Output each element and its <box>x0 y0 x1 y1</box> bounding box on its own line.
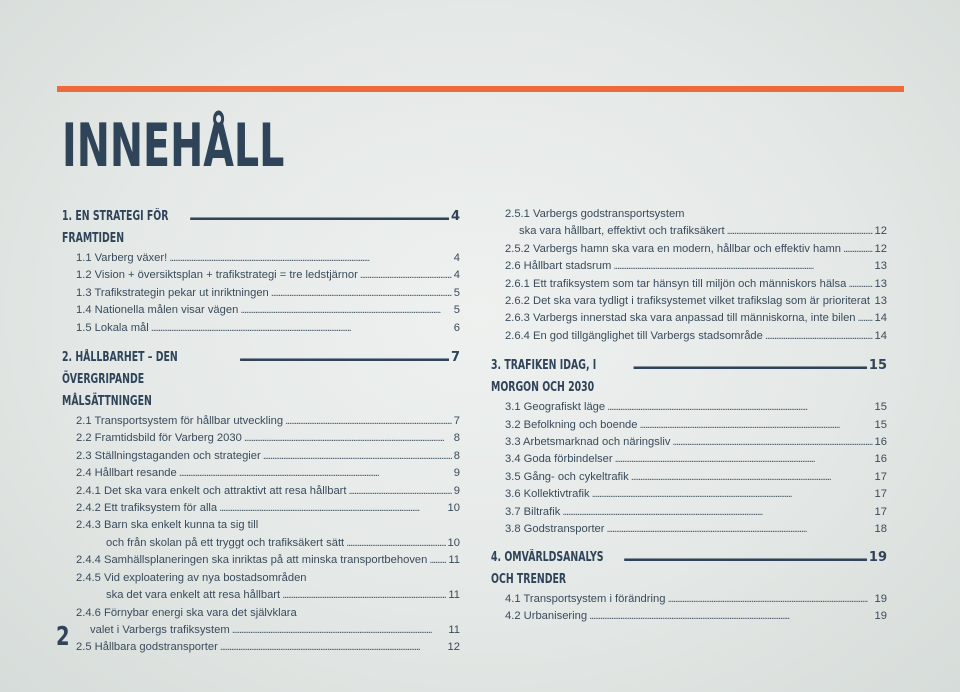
entry-page: 8 <box>453 432 460 445</box>
dot-leader <box>632 355 867 377</box>
entry-page: 11 <box>448 589 460 602</box>
entry-title: 2.4.1 Det ska vara enkelt och attraktivt att resa hållbart <box>76 484 347 497</box>
entry-page: 14 <box>874 312 887 325</box>
entry-title: och från skolan på ett tryggt och trafiksäkert sätt <box>106 536 345 549</box>
entry-title: 3.6 Kollektivtrafik <box>505 488 590 501</box>
entry-page: 11 <box>448 554 460 567</box>
toc-entry[interactable] <box>62 483 460 500</box>
toc-entry-line: 2.4.6 Förnybar energi ska vara det självklara <box>76 606 297 619</box>
entry-page: 13 <box>874 260 887 273</box>
dot-leader <box>220 639 446 656</box>
toc-entry[interactable] <box>62 500 460 517</box>
entry-page: 14 <box>874 329 887 342</box>
entry-page: 12 <box>874 225 887 238</box>
dot-leader <box>623 547 867 569</box>
dot-leader <box>640 417 873 434</box>
entry-title: 3.5 Gång- och cykeltrafik <box>505 470 629 483</box>
top-accent-bar <box>57 86 904 92</box>
chapter-page: 4 <box>450 209 460 224</box>
entry-title: ska vara hållbart, effektivt och trafiksäkert <box>519 225 725 238</box>
toc-entry[interactable] <box>62 639 460 656</box>
dot-leader <box>613 258 872 275</box>
toc-entry[interactable] <box>491 486 887 503</box>
entry-page: 5 <box>453 286 460 299</box>
entry-title: 3.2 Befolkning och boende <box>505 418 638 431</box>
entry-page: 17 <box>874 488 887 501</box>
entry-title: 2.6.2 Det ska vara tydligt i trafiksystemet vilket trafikslag som är prioriterat <box>505 295 870 308</box>
entry-title: 1.1 Varberg växer! <box>76 252 168 264</box>
entry-page: 5 <box>453 304 460 317</box>
dot-leader <box>179 465 452 482</box>
dot-leader <box>562 504 872 521</box>
entry-page: 12 <box>447 641 460 654</box>
toc-entry[interactable] <box>62 302 460 319</box>
toc-entry[interactable] <box>491 293 887 310</box>
page-title: INNEHÅLL <box>62 111 285 181</box>
dot-leader <box>282 587 446 604</box>
entry-page: 9 <box>453 467 460 480</box>
entry-page: 12 <box>874 242 887 255</box>
toc-entry-line: 2.4.3 Barn ska enkelt kunna ta sig till <box>76 519 259 532</box>
entry-page: 13 <box>874 295 887 308</box>
dot-leader <box>765 328 873 345</box>
page-number: 2 <box>56 622 70 652</box>
toc-entry[interactable] <box>62 622 460 639</box>
toc-entry[interactable] <box>491 434 887 451</box>
toc-entry[interactable] <box>491 258 887 275</box>
dot-leader <box>285 413 452 430</box>
dot-leader <box>240 302 451 319</box>
entry-title: 4.2 Urbanisering <box>505 609 588 622</box>
toc-entry[interactable] <box>62 267 460 284</box>
entry-page: 4 <box>453 269 460 282</box>
chapter-page: 19 <box>868 549 887 565</box>
entry-page: 4 <box>453 252 460 264</box>
dot-leader <box>271 285 452 302</box>
dot-leader <box>615 451 873 468</box>
entry-title: 2.2 Framtidsbild för Varberg 2030 <box>76 432 242 445</box>
entry-title: 2.4 Hållbart resande <box>76 467 177 480</box>
toc-chapter-heading[interactable] <box>62 206 460 250</box>
entry-title: valet i Varbergs trafiksystem <box>90 623 230 636</box>
toc-entry[interactable] <box>491 310 887 327</box>
entry-title: 2.5.2 Varbergs hamn ska vara en modern, hållbar och effektiv hamn <box>505 242 842 255</box>
dot-leader <box>858 310 873 327</box>
toc-chapter-heading[interactable] <box>62 347 460 413</box>
entry-page: 7 <box>453 415 460 428</box>
entry-title: 3.8 Godstransporter <box>505 523 605 536</box>
entry-page: 19 <box>874 592 887 605</box>
entry-title: 2.6 Hållbart stadsrum <box>505 260 612 273</box>
toc-entry[interactable] <box>491 417 887 434</box>
dot-leader <box>589 608 872 625</box>
dot-leader <box>263 448 452 465</box>
entry-page: 19 <box>874 609 887 622</box>
toc-entry[interactable] <box>491 276 887 293</box>
entry-title: 3.3 Arbetsmarknad och näringsliv <box>505 436 671 449</box>
entry-title: 1.2 Vision + översiktsplan + trafikstrategi = tre ledstjärnor <box>76 269 358 282</box>
chapter-page: 7 <box>450 350 460 366</box>
toc-entry[interactable] <box>491 591 887 608</box>
toc-entry[interactable] <box>62 587 460 604</box>
entry-title: 1.3 Trafikstrategin pekar ut inriktningen <box>76 286 269 299</box>
entry-title: 1.5 Lokala mål <box>76 321 149 334</box>
toc-entry[interactable] <box>62 535 460 552</box>
toc-entry[interactable] <box>62 250 460 267</box>
toc-entry[interactable] <box>491 241 887 258</box>
dot-leader <box>429 552 446 569</box>
entry-title: 2.6.1 Ett trafiksystem som tar hänsyn till miljön och människors hälsa <box>505 277 847 290</box>
entry-title: 1.4 Nationella målen visar vägen <box>76 304 239 317</box>
dot-leader <box>872 293 873 310</box>
entry-page: 15 <box>874 401 887 414</box>
entry-page: 17 <box>874 470 887 483</box>
entry-page: 15 <box>874 418 887 431</box>
entry-page: 11 <box>448 623 460 636</box>
entry-page: 17 <box>874 505 887 518</box>
toc-entry[interactable] <box>491 469 887 486</box>
toc-entry[interactable] <box>491 521 887 538</box>
toc-chapter-heading[interactable] <box>491 355 887 399</box>
dot-leader <box>607 521 873 538</box>
dot-leader <box>848 276 872 293</box>
dot-leader <box>232 622 447 639</box>
entry-title: 3.7 Biltrafik <box>505 505 561 518</box>
toc-entry[interactable] <box>62 413 460 430</box>
toc-entry[interactable] <box>491 328 887 345</box>
entry-page: 8 <box>453 449 460 462</box>
toc-entry[interactable] <box>62 285 460 302</box>
dot-leader <box>607 399 872 416</box>
toc-entry[interactable] <box>62 465 460 482</box>
dot-leader <box>843 241 873 258</box>
entry-title: 2.1 Transportsystem för hållbar utveckling <box>76 415 284 428</box>
entry-page: 9 <box>453 484 460 497</box>
entry-title: 2.4.4 Samhällsplaneringen ska inriktas på att minska transportbehoven <box>76 554 428 567</box>
dot-leader <box>219 500 445 517</box>
entry-page: 13 <box>874 277 887 290</box>
dot-leader <box>151 320 452 337</box>
toc-entry[interactable] <box>491 223 887 240</box>
toc-entry[interactable] <box>491 451 887 468</box>
toc-chapter-heading[interactable] <box>491 547 887 591</box>
toc-entry[interactable] <box>62 320 460 337</box>
entry-page: 6 <box>453 321 460 334</box>
chapter-title: 3. TRAFIKEN IDAG, I MORGON OCH 2030 <box>491 358 597 396</box>
toc-entry[interactable] <box>491 504 887 521</box>
dot-leader <box>169 250 452 267</box>
dot-leader <box>239 347 449 369</box>
entry-title: 3.1 Geografiskt läge <box>505 401 606 414</box>
entry-page: 10 <box>447 502 460 515</box>
toc-left-column <box>62 206 460 657</box>
dot-leader <box>360 267 452 284</box>
entry-title: 2.6.4 En god tillgänglighet till Varbergs stadsområde <box>505 329 763 342</box>
toc-right-column <box>491 206 887 625</box>
toc-entry-line: 2.4.5 Vid exploatering av nya bostadsområden <box>76 571 307 584</box>
chapter-title: 1. EN STRATEGI FÖR FRAMTIDEN <box>62 209 169 246</box>
dot-leader <box>631 469 873 486</box>
entry-title: 2.4.2 Ett trafiksystem för alla <box>76 502 218 515</box>
entry-title: 2.6.3 Varbergs innerstad ska vara anpassad till människorna, inte bilen <box>505 312 856 325</box>
entry-page: 10 <box>447 536 460 549</box>
entry-title: 4.1 Transportsystem i förändring <box>505 592 666 605</box>
toc-entry[interactable] <box>62 552 460 569</box>
toc-entry[interactable] <box>491 608 887 625</box>
dot-leader <box>244 430 452 447</box>
entry-page: 16 <box>874 436 887 449</box>
toc-entry[interactable] <box>491 399 887 416</box>
dot-leader <box>592 486 873 503</box>
entry-title: 2.5 Hållbara godstransporter <box>76 641 218 654</box>
chapter-page: 15 <box>868 358 887 374</box>
dot-leader <box>349 483 452 500</box>
dot-leader <box>672 434 872 451</box>
dot-leader <box>189 206 449 228</box>
chapter-title: 4. OMVÄRLDSANALYS OCH TRENDER <box>491 549 604 587</box>
entry-title: 2.3 Ställningstaganden och strategier <box>76 449 261 462</box>
toc-entry[interactable] <box>62 448 460 465</box>
dot-leader <box>667 591 872 608</box>
toc-entry-line: 2.5.1 Varbergs godstransportsystem <box>505 208 685 220</box>
entry-page: 18 <box>874 523 887 536</box>
dot-leader <box>346 535 445 552</box>
dot-leader <box>727 223 873 240</box>
entry-title: ska det vara enkelt att resa hållbart <box>106 589 281 602</box>
entry-title: 3.4 Goda förbindelser <box>505 453 613 466</box>
toc-entry[interactable] <box>62 430 460 447</box>
chapter-title: 2. HÅLLBARHET – DEN ÖVERGRIPANDE MÅLSÄTTNINGEN <box>62 350 178 410</box>
entry-page: 16 <box>874 453 887 466</box>
